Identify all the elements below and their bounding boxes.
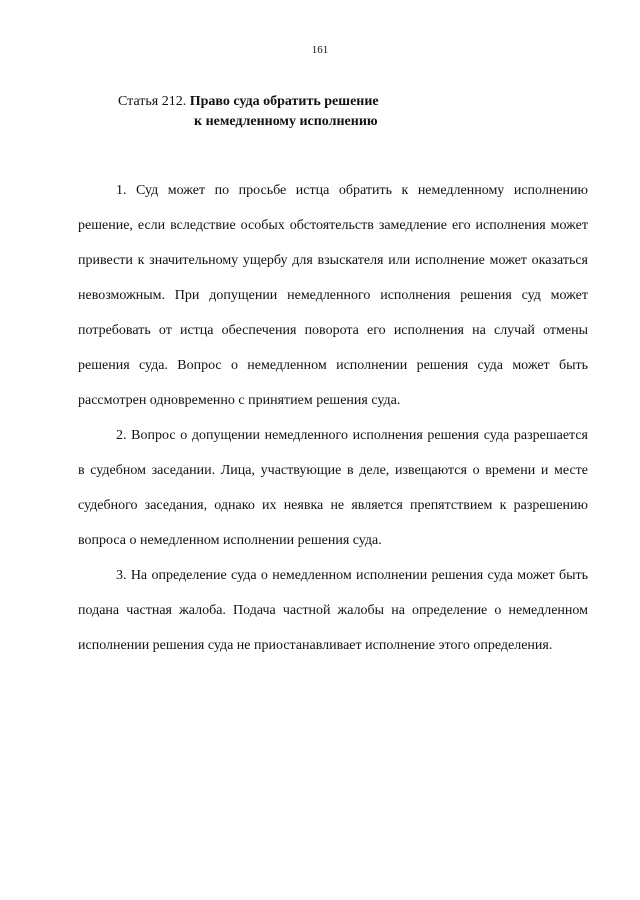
paragraph-1: 1. Суд может по просьбе истца обратить к немедленному исполнению решение, если вследствие особых обстоятельств замедление его исполнения может привести к значительному ущербу для взыскателя или исполнение может оказаться невозможным. При допущении немедленного исполнения решения суд может потребовать от истца обеспечения поворота его исполнения на случай отмены решения суда. Вопрос о немедленном исполнении решения суда может быть рассмотрен одновременно с принятием решения суда.	[78, 183, 588, 408]
article-title-line2: к немедленному исполнению	[194, 114, 378, 129]
article-label: Статья 212.	[118, 94, 187, 109]
page-number: 161	[311, 44, 329, 56]
paragraph-3: 3. На определение суда о немедленном исполнении решения суда может быть подана частная жалоба. Подача частной жалобы на определение о немедленном исполнении решения суда не приостанавливает исполнение этого определения.	[78, 568, 588, 653]
article-body	[78, 173, 588, 663]
paragraph-2: 2. Вопрос о допущении немедленного исполнения решения суда разрешается в судебном заседании. Лица, участвующие в деле, извещаются о времени и месте судебного заседания, однако их неявка не является препятствием к разрешению вопроса о немедленном исполнении решения суда.	[78, 428, 588, 548]
article-heading	[118, 92, 538, 132]
article-title-line1: Право суда обратить решение	[189, 94, 379, 109]
